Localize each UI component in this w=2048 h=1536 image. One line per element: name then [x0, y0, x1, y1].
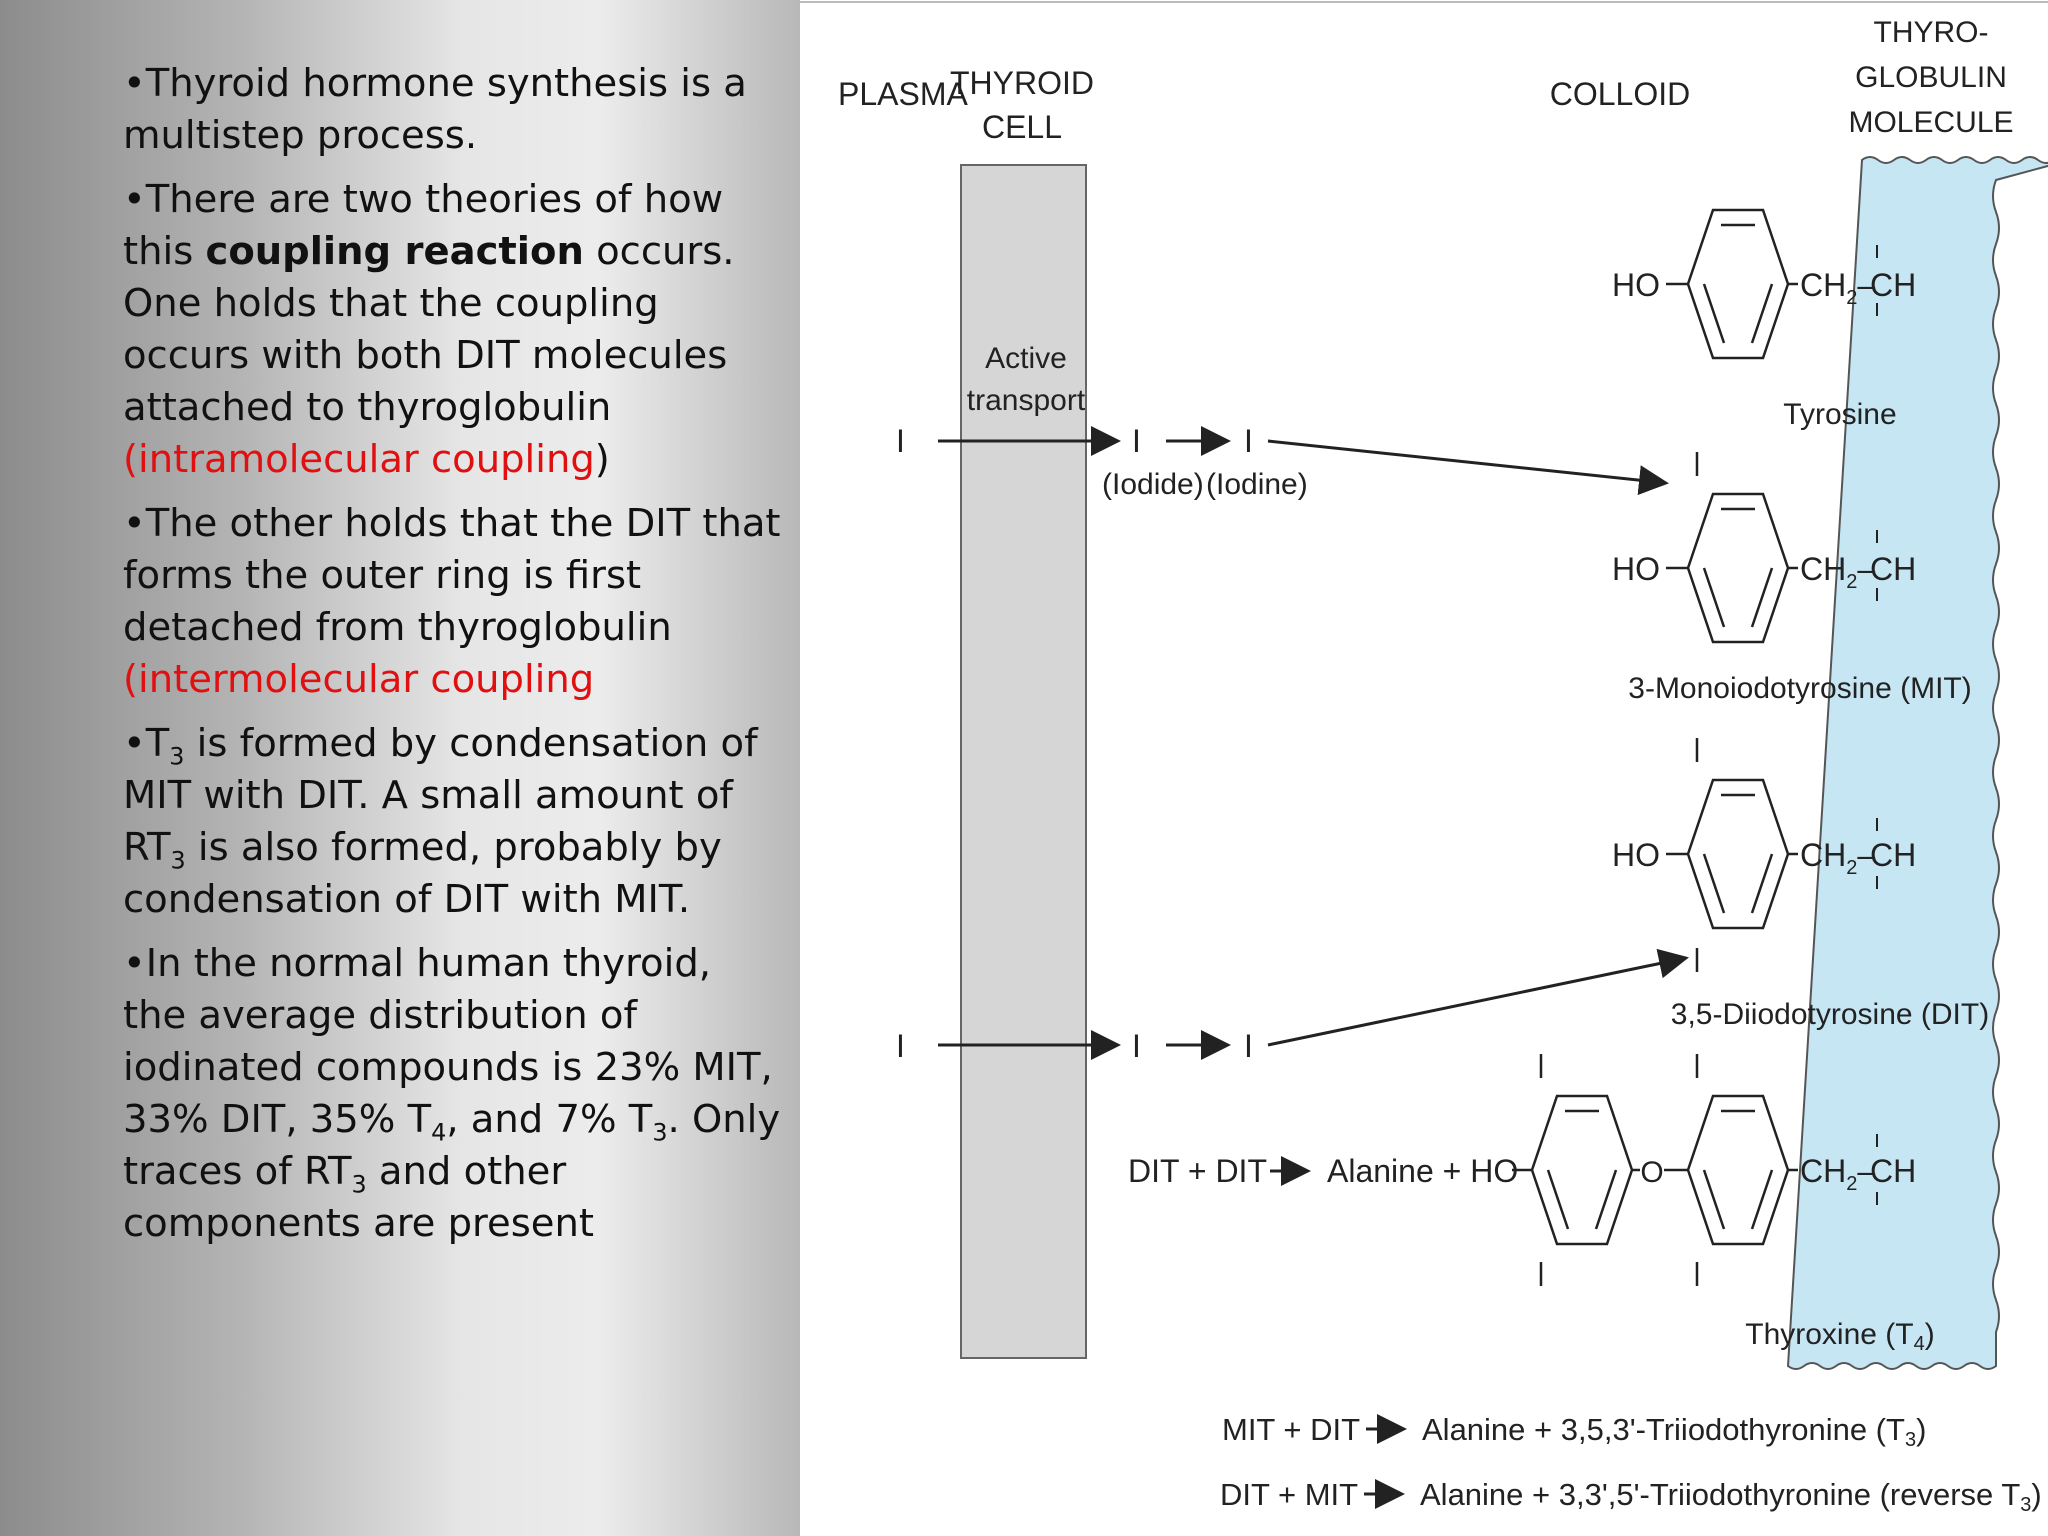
- mit-ch: CH: [1870, 551, 1917, 587]
- tyrosine-ch: CH: [1870, 267, 1917, 303]
- plasma-iodide-1: I: [896, 423, 905, 459]
- subscript: 3: [351, 1170, 367, 1199]
- thyroid-synthesis-diagram: [800, 0, 2048, 1536]
- text-panel: [0, 0, 800, 1536]
- bullet-text-segment: coupling reaction: [205, 229, 584, 274]
- bullet-text-segment: and other components are present: [123, 1149, 594, 1246]
- tyrosine-ch2: $CH_2-$: [1800, 267, 1876, 309]
- bullet-2: [123, 174, 783, 486]
- dit-label: 3,5-Diiodotyrosine (DIT): [1670, 998, 1990, 1031]
- mit-label: 3-Monoiodotyrosine (MIT): [1628, 672, 1972, 705]
- iodide-label: (Iodide): [1102, 468, 1204, 501]
- bullet-3: [123, 498, 783, 706]
- mit-ho: HO: [1612, 551, 1660, 587]
- iodine-label: (Iodine): [1206, 468, 1308, 501]
- thyroxine-label: Thyroxine $(T_4)$: [1745, 1318, 1935, 1355]
- cell-iodide-1: I: [1132, 423, 1141, 459]
- rt3-equation-products: Alanine + 3,3',5'-Triiodothyronine (reverse T3): [1420, 1477, 2042, 1516]
- thyroglobulin-header-line2: GLOBULIN: [1855, 61, 2007, 94]
- bullet-text-segment: is formed by condensation of MIT with DIT. A small amount of RT: [123, 721, 758, 870]
- active-transport-label-line1: Active: [985, 342, 1067, 375]
- dit-ho: HO: [1612, 837, 1660, 873]
- bullet-text-segment: •There are two theories of how this: [123, 177, 724, 274]
- tyrosine-structure: [1666, 210, 1798, 358]
- rt3-equation-reactants: DIT + MIT: [1220, 1477, 1359, 1512]
- thyroxine-ether-o: O: [1640, 1156, 1664, 1189]
- iodine-1: I: [1244, 423, 1253, 459]
- bullet-text-segment: ): [594, 437, 610, 482]
- thyroxine-ch: CH: [1870, 1153, 1917, 1189]
- bullet-5: [123, 938, 783, 1250]
- tyrosine-ho: HO: [1612, 267, 1660, 303]
- bullet-text-segment: •The other holds that the DIT that forms the outer ring is first detached from thyroglobulin: [123, 501, 781, 650]
- bullet-1: [123, 58, 783, 162]
- bullet-text-segment: is also formed, probably by condensation of DIT with MIT.: [123, 825, 722, 922]
- bullet-list: [123, 58, 783, 1262]
- plasma-header: PLASMA: [838, 76, 968, 112]
- mit-ch2: $CH_2-$: [1800, 551, 1876, 593]
- bullet-text-segment: •In the normal human thyroid, the average distribution of iodinated compounds is 23% MIT, 33% DIT, 35% T: [123, 941, 773, 1142]
- dit-ch2: $CH_2-$: [1800, 837, 1876, 879]
- bullet-text-segment: (intermolecular coupling: [123, 657, 595, 702]
- cell-iodide-2: I: [1132, 1028, 1141, 1064]
- bullet-text-segment: , and 7% T: [446, 1097, 653, 1142]
- subscript: 4: [431, 1118, 447, 1147]
- dit-structure: [1666, 738, 1798, 972]
- mit-structure: [1666, 452, 1798, 642]
- dit-ch: CH: [1870, 837, 1917, 873]
- bullet-text-segment: •Thyroid hormone synthesis is a multistep process.: [123, 61, 747, 158]
- t3-equation-reactants: MIT + DIT: [1222, 1412, 1361, 1447]
- thyroid-cell-header-line2: CELL: [981, 109, 1063, 145]
- iodination-arrow-dit: [1268, 958, 1686, 1045]
- thyroxine-ch2: $CH_2-$: [1800, 1153, 1876, 1195]
- thyroid-cell-header-line1: THYROID: [950, 65, 1094, 101]
- coupling-products: Alanine + HO: [1327, 1153, 1519, 1189]
- subscript: 3: [169, 742, 185, 771]
- subscript: 3: [170, 846, 186, 875]
- coupling-reactants: DIT + DIT: [1128, 1153, 1267, 1189]
- active-transport-label-line2: transport: [966, 384, 1086, 417]
- bullet-text-segment: •T: [123, 721, 170, 766]
- subscript: 3: [652, 1118, 668, 1147]
- plasma-iodide-2: I: [896, 1028, 905, 1064]
- bullet-text-segment: (intramolecular coupling: [123, 437, 595, 482]
- thyroglobulin-header-line3: MOLECULE: [1848, 106, 2014, 139]
- bullet-text-segment: . Only traces of RT: [123, 1097, 781, 1194]
- iodine-2: I: [1244, 1028, 1253, 1064]
- thyroglobulin-header-line1: THYRO-: [1873, 16, 1989, 49]
- t3-equation-products: Alanine + 3,5,3'-Triiodothyronine (T3): [1422, 1412, 1927, 1451]
- bullet-4: [123, 718, 783, 926]
- bullet-text-segment: occurs. One holds that the coupling occurs with both DIT molecules attached to thyroglobulin: [123, 229, 735, 430]
- iodination-arrow-mit: [1268, 441, 1666, 483]
- tyrosine-label: Tyrosine: [1783, 398, 1897, 431]
- colloid-header: COLLOID: [1549, 76, 1691, 112]
